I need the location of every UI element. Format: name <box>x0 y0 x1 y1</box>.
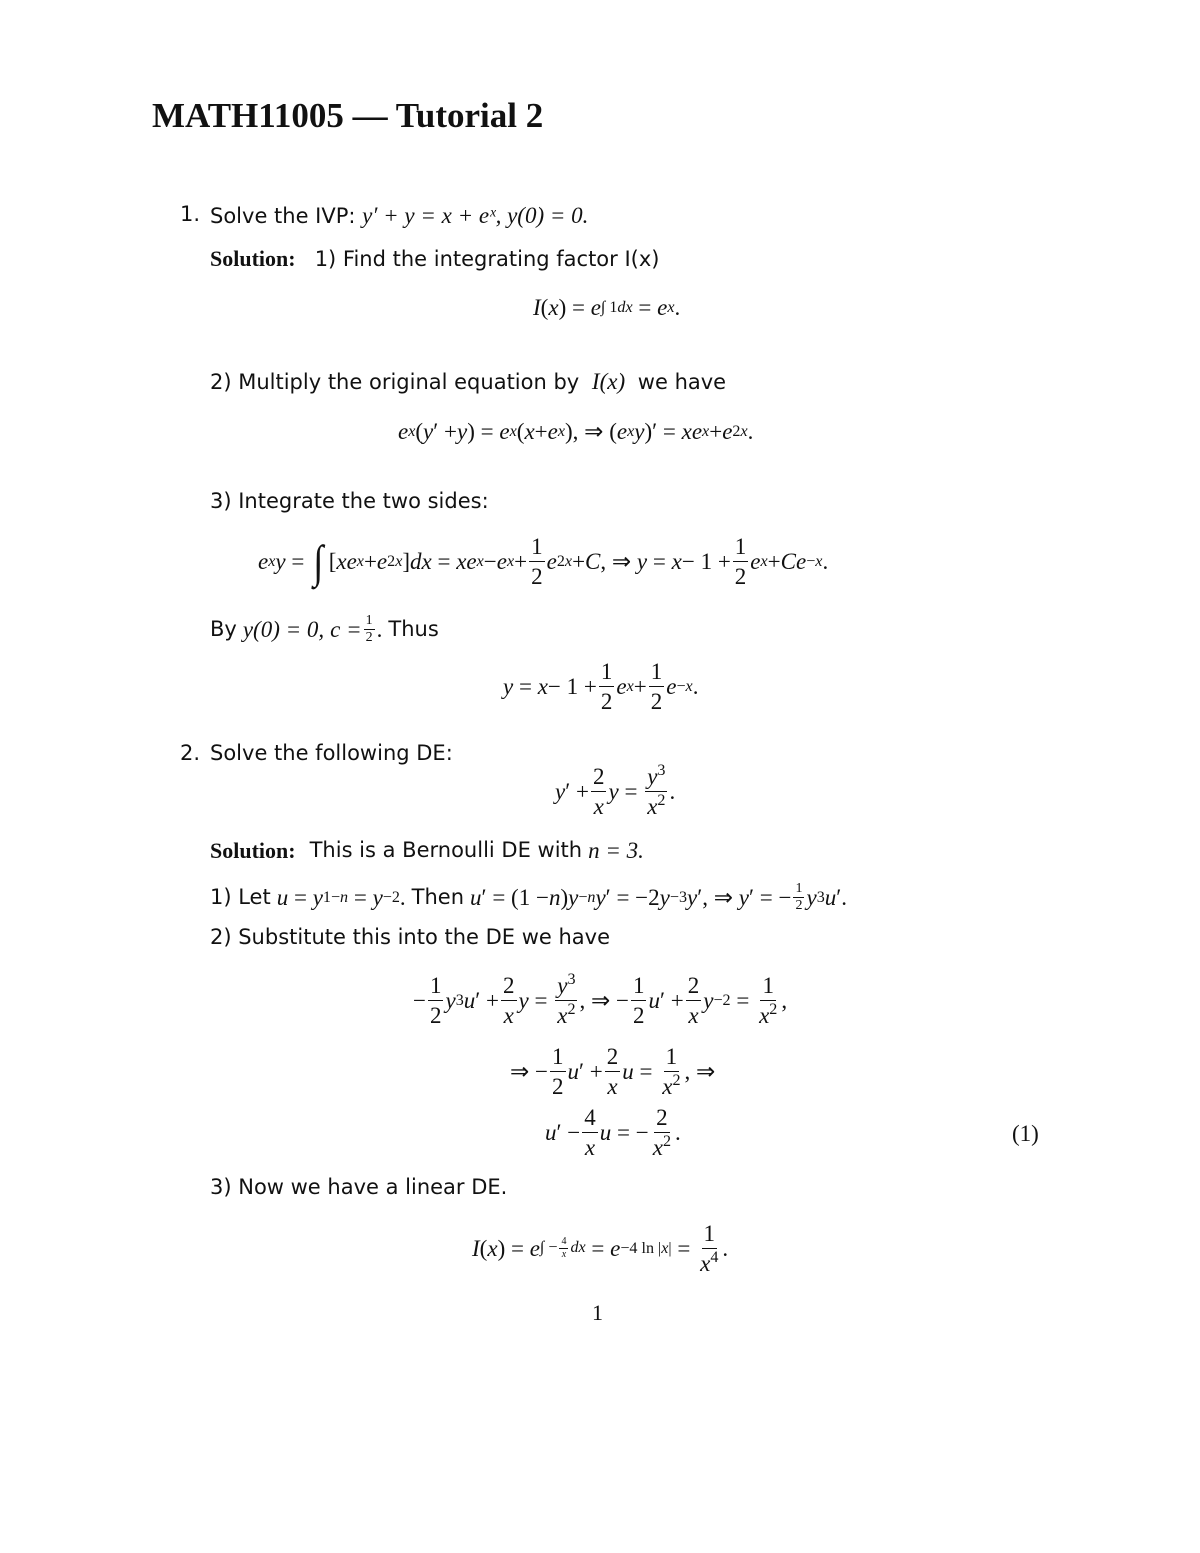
by-text: By <box>210 617 237 641</box>
thus-text: Thus <box>388 617 439 641</box>
integrated-equation: e x y = ∫ [ xe x + e 2x ] dx = xe x − e x + $\frac{1}{2}$ e 2x + C , ⇒ y = x − 1 + $\frac{1}{2}$ e x + Ce −x . <box>258 534 829 589</box>
step-3-text: 3) Integrate the two sides: <box>210 489 489 513</box>
solution-label: Solution: <box>210 246 296 271</box>
page-title: MATH11005 — Tutorial 2 <box>152 96 544 135</box>
substitution-line: 1) Let u = y 1−n = y −2 . Then u ′ = (1 − n ) y −n y ′ = −2 y −3 y ′, ⇒ y ′ = − $\frac{1}{2}$ y 3 u ′. <box>210 881 848 913</box>
multiplied-equation: e x ( y ′ + y ) = e x ( x + e x ), ⇒ ( e x y )′ = xe x + e 2x . <box>398 419 754 444</box>
bernoulli-text: This is a Bernoulli DE with <box>309 838 583 862</box>
integrating-factor-2-equation: I ( x ) = e ∫ − $\frac{4}{x}$ dx = e −4 ln |x| = $\frac{1}{x^4}$ . <box>472 1221 729 1276</box>
initial-condition-line: By y(0) = 0, c = $\frac{1}{2}$ . Thus <box>210 613 439 645</box>
step-2-tail: we have <box>637 370 727 394</box>
bernoulli-n-math: n = 3. <box>588 838 644 863</box>
final-solution-equation: y = x − 1 + $\frac{1}{2}$ e x + $\frac{1}{2}$ e −x . <box>503 659 699 714</box>
integrating-factor-equation: I ( x ) = e ∫ 1dx = e x . <box>533 295 681 320</box>
problem-1-number: 1. <box>180 202 201 226</box>
step-2-line <box>210 370 726 393</box>
linear-de-equation: u ′ − $\frac{4}{x}$ u = − $\frac{2}{x^2}$ . <box>545 1105 681 1160</box>
solution-label-2: Solution: <box>210 837 296 863</box>
problem-2-statement: Solve the following DE: <box>210 741 453 765</box>
equation-number: (1) <box>1012 1121 1039 1146</box>
step-2-math: I(x) <box>591 369 626 394</box>
step-1-text: 1) Find the integrating factor I(x) <box>314 247 660 271</box>
problem-2-solution-line <box>210 839 644 862</box>
problem-1-statement <box>210 204 588 227</box>
step-2-text: 2) Multiply the original equation by <box>210 370 580 394</box>
then-text: Then <box>411 885 465 909</box>
page-number: 1 <box>592 1300 603 1325</box>
initial-condition-math: y(0) = 0, <box>242 617 325 642</box>
problem-2-number: 2. <box>180 741 201 765</box>
step-3-linear-text: 3) Now we have a linear DE. <box>210 1175 508 1199</box>
problem-1-statement-math: y′ + y = x + eˣ, y(0) = 0. <box>362 203 589 228</box>
constant-math: c = <box>330 617 362 642</box>
substituted-equation-2: ⇒ − $\frac{1}{2}$ u ′ + $\frac{2}{x}$ u = $\frac{1}{x^2}$ , ⇒ <box>510 1044 716 1099</box>
bernoulli-equation: y ′ + $\frac{2}{x}$ y = $\frac{y^3}{x^2}$ . <box>555 762 676 819</box>
substituted-equation-1: − $\frac{1}{2}$ y 3 u ′ + $\frac{2}{x}$ y = $\frac{y^3}{x^2}$ , ⇒ − $\frac{1}{2}$ u ′ + $\frac{2}{x}$ y −2 = $\frac{1}{x^2}$ , <box>413 971 788 1028</box>
let-text: 1) Let <box>210 885 271 909</box>
step-2-substitute-text: 2) Substitute this into the DE we have <box>210 925 611 949</box>
problem-1-solution-line <box>210 248 659 270</box>
problem-1-statement-text: Solve the IVP: <box>210 204 363 228</box>
